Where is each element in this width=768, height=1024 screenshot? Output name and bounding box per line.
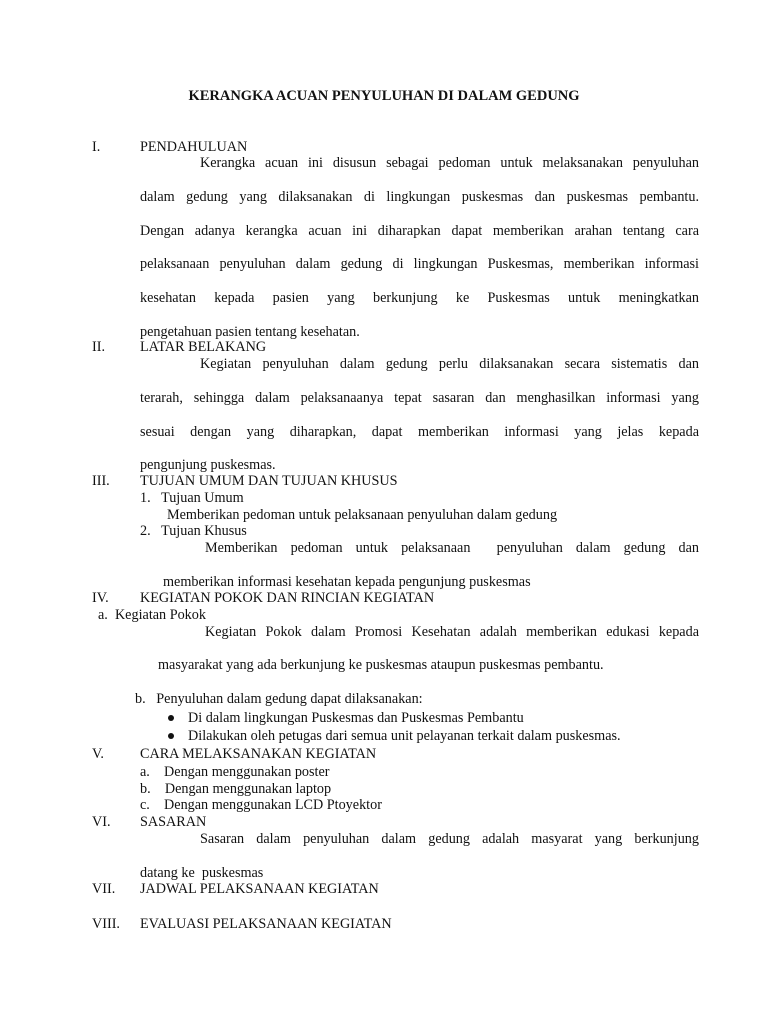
section-3-item-2-line-2: memberikan informasi kesehatan kepada pengunjung puskesmas [163,574,531,590]
section-5-number: V. [92,746,104,762]
section-4-a-line-2: masyarakat yang ada berkunjung ke puskesmas ataupun puskesmas pembantu. [158,657,604,673]
section-8-number: VIII. [92,916,120,932]
section-4-sub-a: a. Kegiatan Pokok [98,607,206,623]
bullet-icon [168,715,174,721]
section-1-line-2: dalam gedung yang dilaksanakan di lingkungan puskesmas dan puskesmas pembantu. [140,189,699,205]
section-6-heading: SASARAN [140,814,207,830]
section-1-line-1: Kerangka acuan ini disusun sebagai pedoman untuk melaksanakan penyuluhan [200,155,699,171]
section-1-line-3: Dengan adanya kerangka acuan ini diharapkan dapat memberikan arahan tentang cara [140,223,699,239]
section-2-number: II. [92,339,105,355]
section-3-item-1: 1. Tujuan Umum [140,490,244,506]
section-4-a-line-1: Kegiatan Pokok dalam Promosi Kesehatan adalah memberikan edukasi kepada [205,624,699,640]
section-3-heading: TUJUAN UMUM DAN TUJUAN KHUSUS [140,473,398,489]
section-5-heading: CARA MELAKSANAKAN KEGIATAN [140,746,377,762]
document-title: KERANGKA ACUAN PENYULUHAN DI DALAM GEDUNG [188,88,580,104]
section-4-bullet-1 [168,710,524,727]
bullet-icon [168,733,174,739]
section-6-number: VI. [92,814,111,830]
section-1-line-4: pelaksanaan penyuluhan dalam gedung di lingkungan Puskesmas, memberikan informasi [140,256,699,272]
section-2-line-3: sesuai dengan yang diharapkan, dapat memberikan informasi yang jelas kepada [140,424,699,440]
section-5-item-c: c. Dengan menggunakan LCD Ptoyektor [140,797,382,813]
section-7-heading: JADWAL PELAKSANAAN KEGIATAN [140,881,379,897]
section-2-line-2: terarah, sehingga dalam pelaksanaanya tepat sasaran dan menghasilkan informasi yang [140,390,699,406]
section-8-heading: EVALUASI PELAKSANAAN KEGIATAN [140,916,392,932]
section-4-bullet-1-text: Di dalam lingkungan Puskesmas dan Puskesmas Pembantu [188,710,524,726]
section-5-item-b: b. Dengan menggunakan laptop [140,781,332,797]
section-3-item-1-text: Memberikan pedoman untuk pelaksanaan penyuluhan dalam gedung [167,507,558,523]
section-1-line-6: pengetahuan pasien tentang kesehatan. [140,324,360,340]
section-6-line-2: datang ke puskesmas [140,865,264,881]
section-1-number: I. [92,139,101,155]
section-5-item-a: a. Dengan menggunakan poster [140,764,330,780]
section-1-heading: PENDAHULUAN [140,139,248,155]
section-7-number: VII. [92,881,116,897]
section-2-line-4: pengunjung puskesmas. [140,457,276,473]
section-6-line-1: Sasaran dalam penyuluhan dalam gedung adalah masyarat yang berkunjung [200,831,699,847]
section-2-line-1: Kegiatan penyuluhan dalam gedung perlu dilaksanakan secara sistematis dan [200,356,699,372]
section-4-bullet-2 [168,728,621,745]
section-1-line-5: kesehatan kepada pasien yang berkunjung ke Puskesmas untuk meningkatkan [140,290,699,306]
section-2-heading: LATAR BELAKANG [140,339,267,355]
section-3-number: III. [92,473,110,489]
section-4-bullet-2-text: Dilakukan oleh petugas dari semua unit pelayanan terkait dalam puskesmas. [188,728,621,744]
section-4-heading: KEGIATAN POKOK DAN RINCIAN KEGIATAN [140,590,435,606]
section-4-sub-b: b. Penyuluhan dalam gedung dapat dilaksanakan: [135,691,423,707]
section-3-item-2: 2. Tujuan Khusus [140,523,247,539]
section-3-item-2-line-1: Memberikan pedoman untuk pelaksanaan penyuluhan dalam gedung dan [205,540,699,556]
section-4-number: IV. [92,590,109,606]
